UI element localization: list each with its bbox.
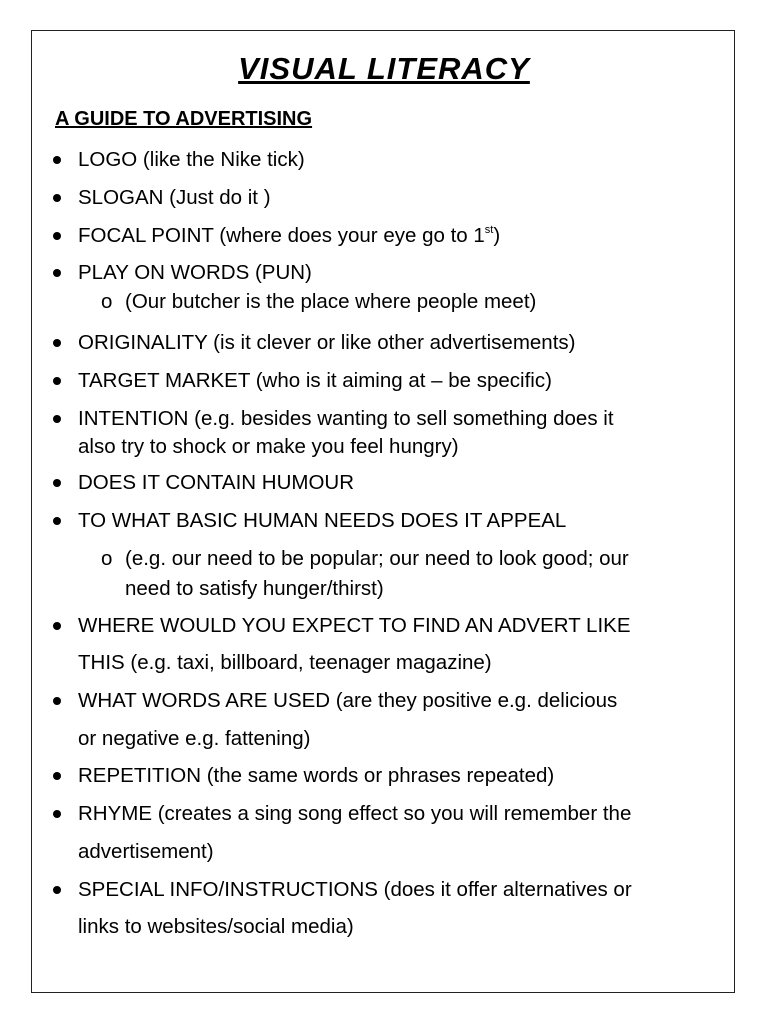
list-item-slogan: SLOGAN (Just do it ) bbox=[78, 186, 271, 209]
bullet-dot bbox=[53, 479, 61, 487]
sub-item-needs-example: (e.g. our need to be popular; our need to look good; our bbox=[125, 547, 629, 570]
list-item-intention: INTENTION (e.g. besides wanting to sell something does it bbox=[78, 407, 614, 430]
list-item-humour: DOES IT CONTAIN HUMOUR bbox=[78, 471, 354, 494]
bullet-dot bbox=[53, 886, 61, 894]
bullet-dot bbox=[53, 377, 61, 385]
bullet-dot bbox=[53, 697, 61, 705]
list-item-special-info: SPECIAL INFO/INSTRUCTIONS (does it offer alternatives or bbox=[78, 878, 632, 901]
list-item-human-needs: TO WHAT BASIC HUMAN NEEDS DOES IT APPEAL bbox=[78, 509, 567, 532]
list-item-rhyme-cont: advertisement) bbox=[78, 840, 214, 863]
page-title: VISUAL LITERACY bbox=[238, 51, 530, 86]
ordinal-superscript: st bbox=[484, 224, 494, 236]
bullet-dot bbox=[53, 772, 61, 780]
list-item-focal-point bbox=[78, 222, 500, 250]
list-item-intention-cont: also try to shock or make you feel hungry) bbox=[78, 435, 459, 458]
bullet-dot bbox=[53, 269, 61, 277]
bullet-dot bbox=[53, 415, 61, 423]
list-item-special-info-cont: links to websites/social media) bbox=[78, 915, 354, 938]
list-item-logo: LOGO (like the Nike tick) bbox=[78, 148, 305, 171]
bullet-dot bbox=[53, 810, 61, 818]
bullet-dot bbox=[53, 622, 61, 630]
sub-bullet-marker: o bbox=[101, 290, 113, 313]
bullet-dot bbox=[53, 339, 61, 347]
section-heading: A GUIDE TO ADVERTISING bbox=[55, 108, 313, 130]
focal-point-text: FOCAL POINT (where does your eye go to 1 bbox=[78, 224, 485, 247]
list-item-target-market: TARGET MARKET (who is it aiming at – be specific) bbox=[78, 369, 552, 392]
list-item-originality: ORIGINALITY (is it clever or like other advertisements) bbox=[78, 331, 576, 354]
list-item-repetition: REPETITION (the same words or phrases repeated) bbox=[78, 764, 555, 787]
bullet-dot bbox=[53, 156, 61, 164]
list-item-where: WHERE WOULD YOU EXPECT TO FIND AN ADVERT LIKE bbox=[78, 614, 631, 637]
bullet-dot bbox=[53, 194, 61, 202]
bullet-dot bbox=[53, 232, 61, 240]
list-item-words-used-cont: or negative e.g. fattening) bbox=[78, 727, 311, 750]
bullet-dot bbox=[53, 517, 61, 525]
sub-bullet-marker: o bbox=[101, 547, 113, 570]
list-item-words-used: WHAT WORDS ARE USED (are they positive e.g. delicious bbox=[78, 689, 618, 712]
sub-item-needs-example-cont: need to satisfy hunger/thirst) bbox=[125, 577, 384, 600]
focal-point-close: ) bbox=[493, 224, 501, 247]
list-item-play-on-words: PLAY ON WORDS (PUN) bbox=[78, 261, 312, 284]
list-item-where-cont: THIS (e.g. taxi, billboard, teenager magazine) bbox=[78, 651, 492, 674]
list-item-rhyme: RHYME (creates a sing song effect so you will remember the bbox=[78, 802, 632, 825]
sub-item-pun-example: (Our butcher is the place where people meet) bbox=[125, 290, 537, 313]
